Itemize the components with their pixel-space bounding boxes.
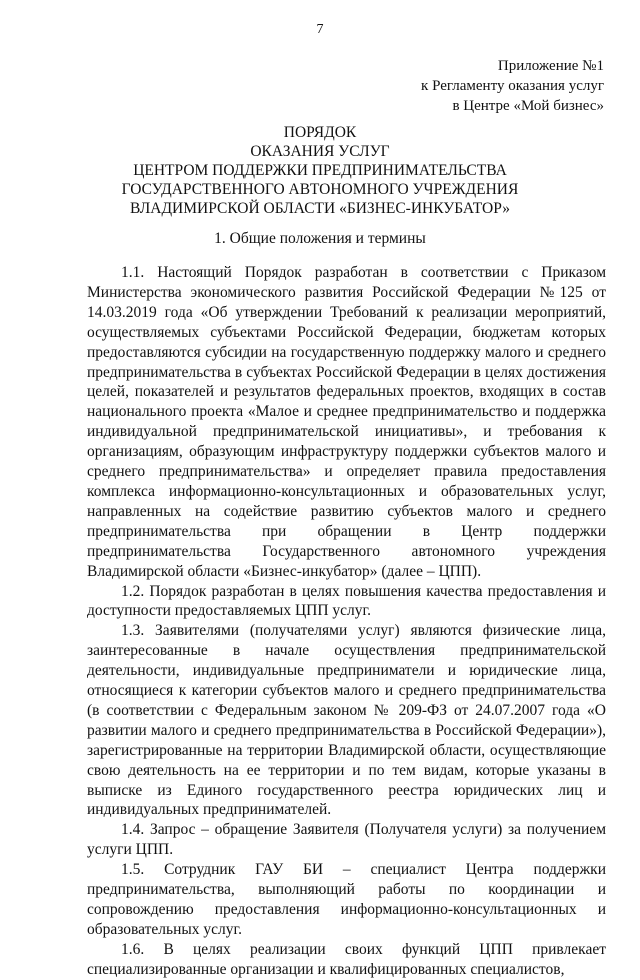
title-line-3: ЦЕНТРОМ ПОДДЕРЖКИ ПРЕДПРИНИМАТЕЛЬСТВА (133, 162, 507, 179)
paragraph-1-6: 1.6. В целях реализации своих функций ЦПП привлекает специализированные организации и квалифицированных специалистов, (87, 940, 606, 978)
document-title (0, 123, 640, 218)
document-body (87, 263, 606, 980)
appendix-line-3: в Центре «Мой бизнес» (452, 98, 604, 114)
title-line-5: ВЛАДИМИРСКОЙ ОБЛАСТИ «БИЗНЕС-ИНКУБАТОР» (130, 200, 510, 217)
title-line-4: ГОСУДАРСТВЕННОГО АВТОНОМНОГО УЧРЕЖДЕНИЯ (121, 181, 519, 198)
paragraph-1-4: 1.4. Запрос – обращение Заявителя (Получателя услуги) за получением услуги ЦПП. (87, 821, 606, 859)
title-line-2: ОКАЗАНИЯ УСЛУГ (250, 143, 390, 160)
appendix-line-2: к Регламенту оказания услуг (421, 78, 604, 94)
appendix-line-1: Приложение №1 (497, 58, 604, 74)
paragraph-1-5: 1.5. Сотрудник ГАУ БИ – специалист Центра поддержки предпринимательства, выполняющий работы по координации и сопровождению предоставления информационно-консультационных и образовательных услуг. (87, 861, 606, 938)
section-heading: 1. Общие положения и термины (214, 230, 426, 247)
page-number: 7 (316, 22, 324, 37)
appendix-note (421, 56, 604, 116)
paragraph-1-2: 1.2. Порядок разработан в целях повышения качества предоставления и доступности предоставляемых ЦПП услуг. (87, 582, 606, 620)
paragraph-1-3: 1.3. Заявителями (получателями услуг) являются физические лица, заинтересованные в начале осуществления предпринимательской деятельности, индивидуальные предприниматели и юридические лица, относящиеся к категории субъектов малого и среднего предпринимательства (в соответствии с Федеральным законом № 209-ФЗ от 24.07.2007 года «О развитии малого и среднего предпринимательства в Российской Федерации»), зарегистрированные на территории Владимирской области, осуществляющие свою деятельность на ее территории и по тем видам, которые указаны в выписке из Единого государственного реестра юридических лиц и индивидуальных предпринимателей. (87, 622, 606, 819)
paragraph-1-1: 1.1. Настоящий Порядок разработан в соответствии с Приказом Министерства экономического развития Российской Федерации №125 от 14.03.2019 года «Об утверждении Требований к реализации мероприятий, осуществляемых субъектами Российской Федерации, бюджетам которых предоставляются субсидии на государственную поддержку малого и среднего предпринимательства в субъектах Российской Федерации в целях достижения целей, показателей и результатов федеральных проектов, входящих в состав национального проекта «Малое и среднее предпринимательство и поддержка индивидуальной предпринимательской инициативы», и требования к организациям, образующим инфраструктуру поддержки субъектов малого и среднего предпринимательства» и определяет правила предоставления комплекса информационно-консультационных и образовательных услуг, направленных на содействие развитию субъектов малого и среднего предпринимательства при обращении в Центр поддержки предпринимательства Государственного автономного учреждения Владимирской области «Бизнес-инкубатор» (далее – ЦПП). (87, 264, 606, 580)
title-line-1: ПОРЯДОК (283, 124, 357, 141)
